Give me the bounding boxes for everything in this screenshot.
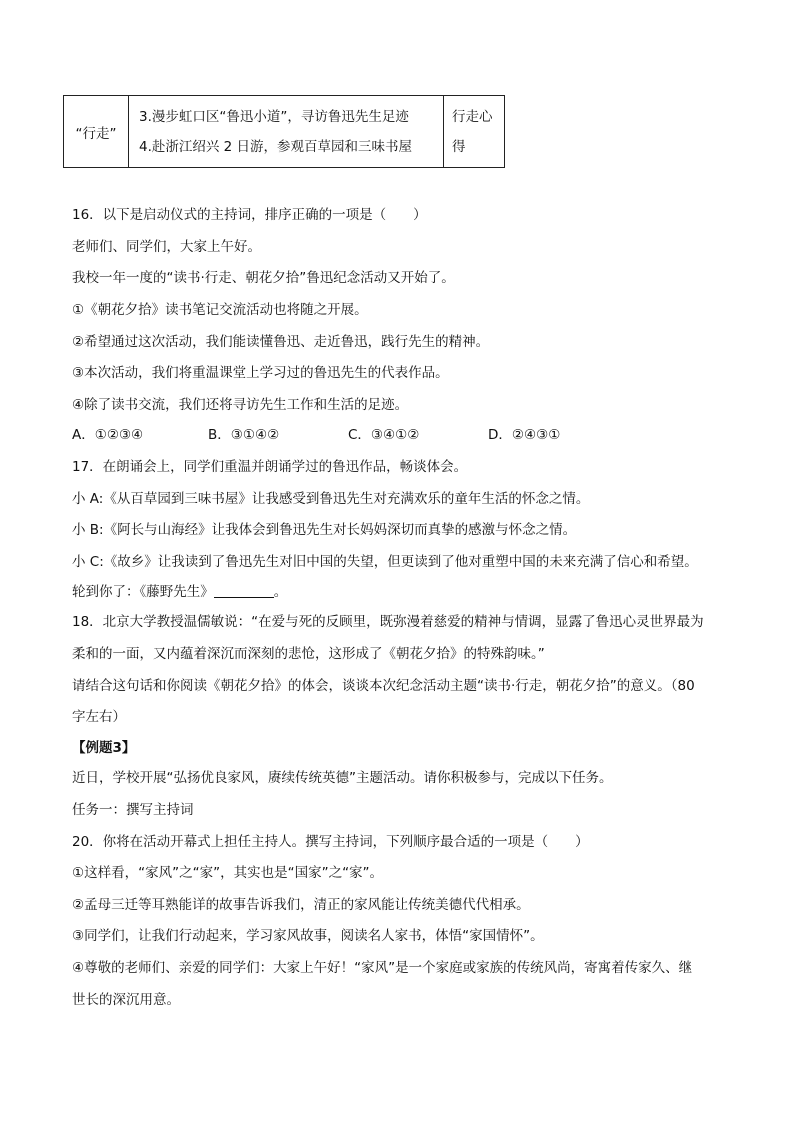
example-intro: 近日，学校开展“弘扬优良家风，赓续传统英德”主题活动。请你积极参与，完成以下任务。 xyxy=(72,770,613,786)
option-a: A．①②③④ xyxy=(72,427,144,443)
table-result-line: 行走心 xyxy=(452,108,493,125)
option-c: C．③④①② xyxy=(348,427,420,443)
your-turn-text: 轮到你了：《藤野先生》 xyxy=(72,584,214,600)
q16-sentence: ④除了读书交流，我们还将寻访先生工作和生活的足迹。 xyxy=(72,397,409,413)
q20-sentence: ④尊敬的老师们、亲爱的同学们：大家上午好！“家风”是一个家庭或家族的传统风尚，寄寓着传家久、继 xyxy=(72,960,693,976)
option-b: B．③①④② xyxy=(208,427,280,443)
q17-your-turn xyxy=(72,582,287,602)
q18-line: 请结合这句话和你阅读《朝花夕拾》的体会，谈谈本次纪念活动主题“读书·行走，朝花夕拾”的意义。（80 xyxy=(72,678,695,694)
option-d: D．②④③① xyxy=(488,427,561,443)
q20-stem: 20．你将在活动开幕式上担任主持人。撰写主持词，下列顺序最合适的一项是（ ） xyxy=(72,834,589,850)
your-turn-suffix: 。 xyxy=(273,584,288,600)
table-cell-result xyxy=(444,96,505,168)
activity-table xyxy=(63,95,505,168)
q16-options xyxy=(72,425,560,445)
q18-line: 字左右） xyxy=(72,709,126,725)
example-title: 【例题3】 xyxy=(72,740,136,756)
q18-line: 18．北京大学教授温儒敏说：“在爱与死的反顾里，既弥漫着慈爱的精神与情调，显露了鲁迅心灵世界最为 xyxy=(72,614,704,630)
table-row xyxy=(64,96,505,168)
table-result-line: 得 xyxy=(452,138,466,155)
table-cell-items xyxy=(129,96,444,168)
q16-line: 我校一年一度的“读书·行走、朝花夕拾”鲁迅纪念活动又开始了。 xyxy=(72,270,455,286)
q17-answer: 小 A:《从百草园到三味书屋》让我感受到鲁迅先生对充满欢乐的童年生活的怀念之情。 xyxy=(72,491,590,507)
q17-answer: 小 C:《故乡》让我读到了鲁迅先生对旧中国的失望，但更读到了他对重塑中国的未来充满了信心和希望。 xyxy=(72,554,698,570)
q16-sentence: ②希望通过这次活动，我们能读懂鲁迅、走近鲁迅，践行先生的精神。 xyxy=(72,334,490,350)
table-item: 3.漫步虹口区“鲁迅小道”，寻访鲁迅先生足迹 xyxy=(139,108,409,125)
q16-sentence: ①《朝花夕拾》读书笔记交流活动也将随之开展。 xyxy=(72,302,368,318)
q18-line: 柔和的一面，又内蕴着深沉而深刻的悲怆，这形成了《朝花夕拾》的特殊韵味。” xyxy=(72,646,545,662)
q20-sentence: ③同学们，让我们行动起来，学习家风故事，阅读名人家书，体悟“家国情怀”。 xyxy=(72,928,544,944)
task-title: 任务一：撰写主持词 xyxy=(72,802,194,818)
q17-stem: 17．在朗诵会上，同学们重温并朗诵学过的鲁迅作品，畅谈体会。 xyxy=(72,459,468,475)
table-item: 4.赴浙江绍兴 2 日游，参观百草园和三味书屋 xyxy=(139,138,413,155)
q17-answer: 小 B:《阿长与山海经》让我体会到鲁迅先生对长妈妈深切而真挚的感激与怀念之情。 xyxy=(72,522,577,538)
q20-sentence: ②孟母三迁等耳熟能详的故事告诉我们，清正的家风能让传统美德代代相承。 xyxy=(72,897,530,913)
table-cell-category: “行走” xyxy=(64,96,129,168)
q16-sentence: ③本次活动，我们将重温课堂上学习过的鲁迅先生的代表作品。 xyxy=(72,365,449,381)
q20-sentence: ①这样看，“家风”之“家”，其实也是“国家”之“家”。 xyxy=(72,865,384,881)
answer-blank[interactable] xyxy=(214,583,274,598)
q16-line: 老师们、同学们，大家上午好。 xyxy=(72,239,261,255)
q20-sentence: 世长的深沉用意。 xyxy=(72,992,180,1008)
q16-stem: 16．以下是启动仪式的主持词，排序正确的一项是（ ） xyxy=(72,207,427,223)
